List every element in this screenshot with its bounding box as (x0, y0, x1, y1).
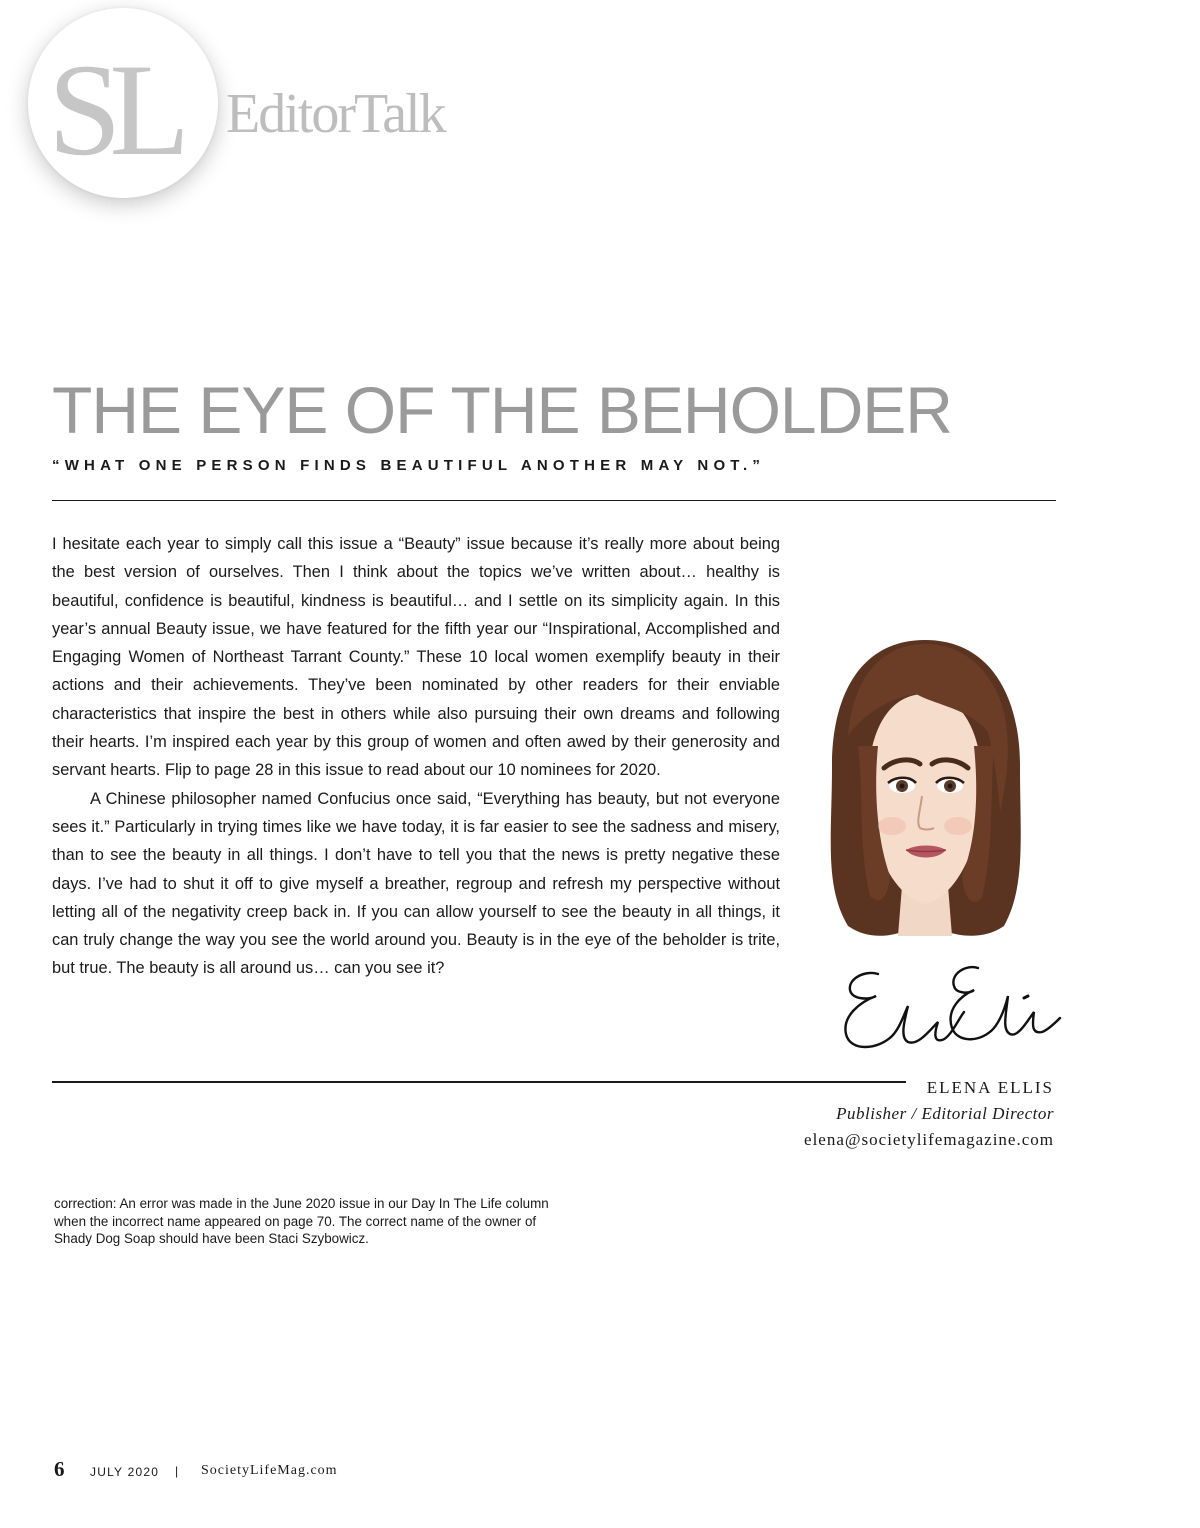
website-link[interactable]: SocietyLifeMag.com (201, 1463, 338, 1478)
editor-signature (838, 960, 1064, 1056)
footer-separator: | (175, 1464, 179, 1478)
body-paragraph: I hesitate each year to simply call this issue a “Beauty” issue because it’s really more about being the best version of ourselves. Then I think about the topics we’ve written about… healthy is beautiful, confidence is beautiful, kindness is beautiful… and I settle on its simplicity again. In this year’s annual Beauty issue, we have featured for the fifth year our “Inspirational, Accomplished and Engaging Women of Northeast Tarrant County.” These 10 local women exemplify beauty in their actions and their achievements. They’ve been nominated by other readers for their enviable characteristics that inspire the best in others while also pursuing their own dreams and following their hearts. I’m inspired each year by this group of women and often awed by their generosity and servant hearts. Flip to page 28 in this issue to read about our 10 nominees for 2020. (52, 535, 780, 780)
signoff-title: Publisher / Editorial Director (836, 1104, 1054, 1123)
signoff-name: ELENA ELLIS (926, 1078, 1054, 1097)
divider-top (52, 500, 1056, 501)
signoff-email-link[interactable]: elena@societylifemagazine.com (804, 1130, 1054, 1149)
body-paragraph: A Chinese philosopher named Confucius once said, “Everything has beauty, but not everyone sees it.” Particularly in trying times like we have today, it is far easier to see the sadness and misery, than to see the beauty in all things. I don’t have to tell you that the news is pretty negative these days. I’ve had to shut it off to give myself a breather, regroup and refresh my perspective without letting all of the negativity creep back in. If you can allow yourself to see the beauty in all things, it can truly change the way you see the world around you. Beauty is in the eye of the beholder is trite, but true. The beauty is all around us… can you see it? (52, 789, 780, 978)
issue-date: JULY 2020 (90, 1465, 160, 1479)
article-headline: THE EYE OF THE BEHOLDER (52, 373, 952, 447)
monogram-logo: SL (48, 36, 179, 183)
article-body (52, 530, 780, 983)
correction-notice: correction: An error was made in the June 2020 issue in our Day In The Life column when the incorrect name appeared on page 70. The correct name of the owner of Shady Dog Soap should have been Staci Szybowicz. (54, 1196, 549, 1247)
page-number: 6 (54, 1457, 65, 1481)
article-subhead: “WHAT ONE PERSON FINDS BEAUTIFUL ANOTHER MAY NOT.” (52, 457, 766, 474)
divider-bottom (52, 1081, 906, 1083)
section-title: EditorTalk (226, 83, 445, 145)
editor-portrait-illustration (818, 636, 1032, 942)
